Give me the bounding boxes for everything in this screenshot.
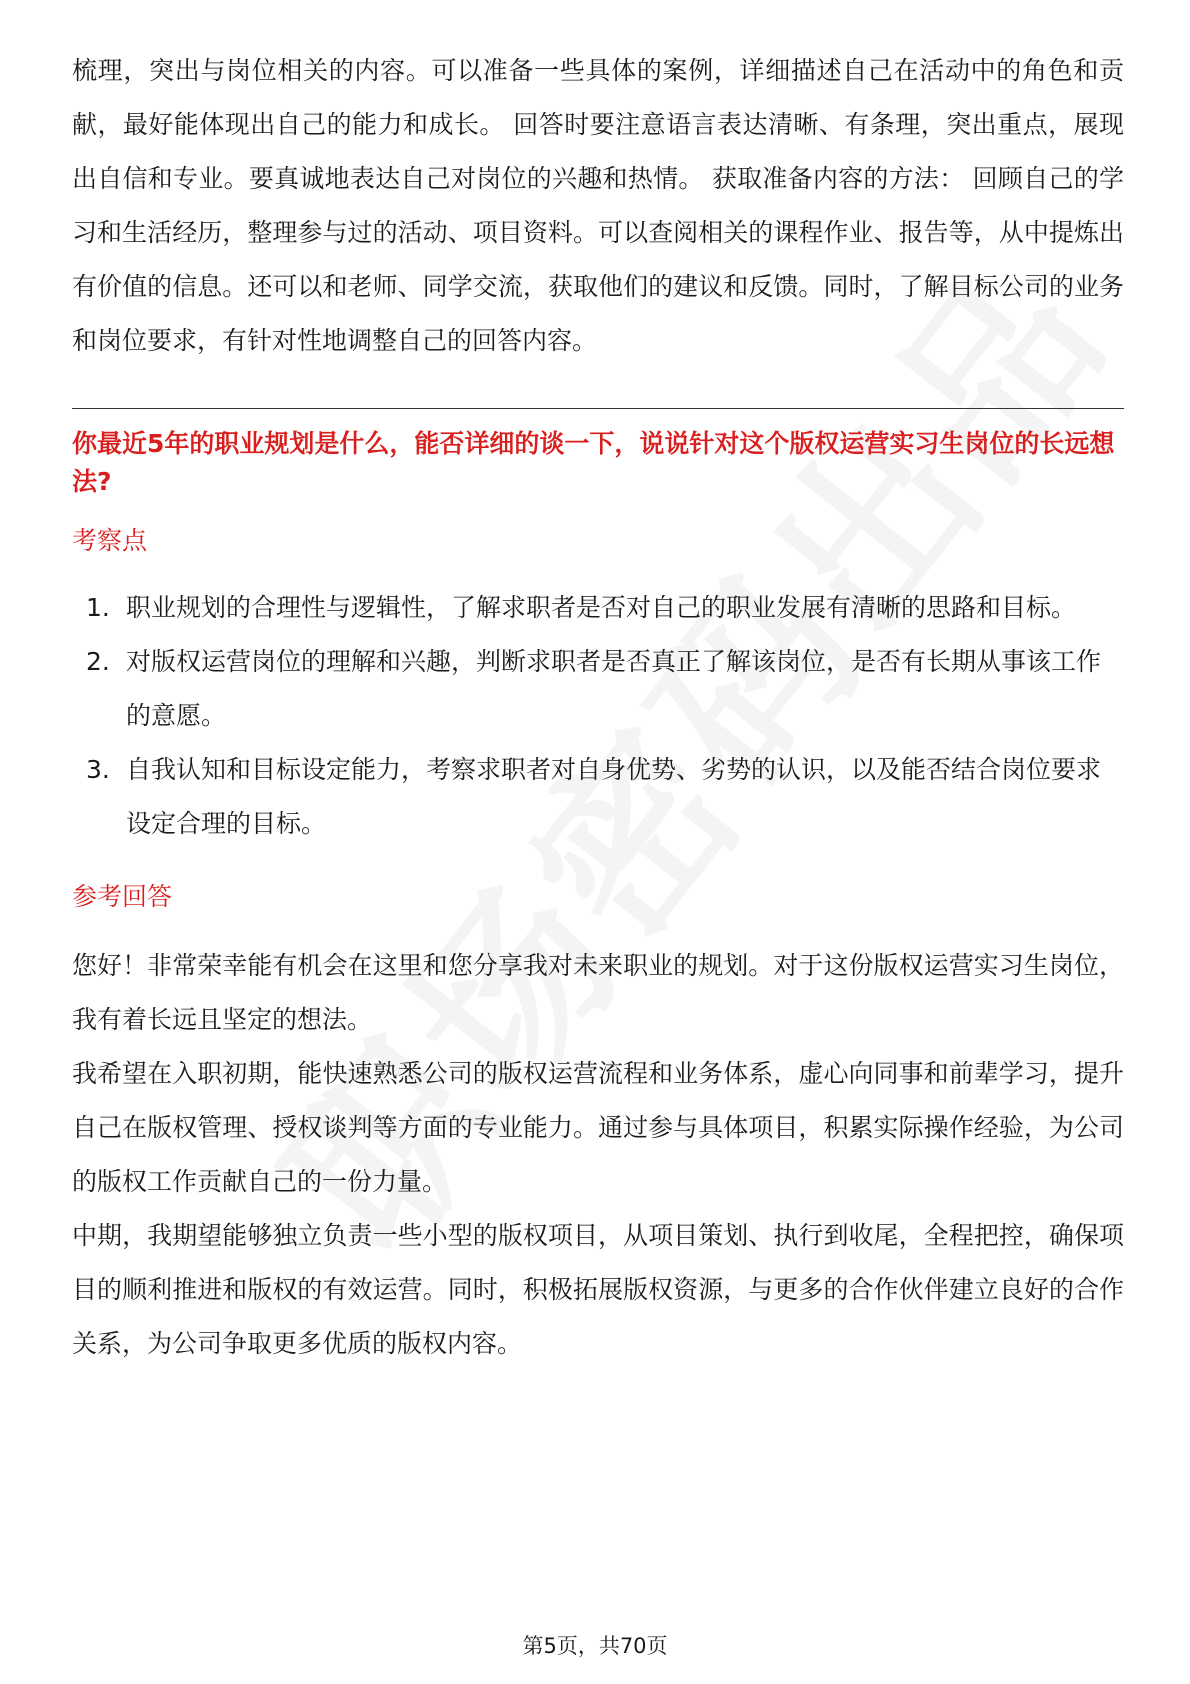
points-list — [72, 581, 1124, 851]
list-item-text: 职业规划的合理性与逻辑性，了解求职者是否对自己的职业发展有清晰的思路和目标。 — [126, 593, 1077, 622]
list-item-text: 对版权运营岗位的理解和兴趣，判断求职者是否真正了解该岗位，是否有长期从事该工作的意愿。 — [126, 647, 1102, 730]
list-item — [72, 635, 1124, 743]
list-number: 1. — [86, 593, 110, 622]
page-number: 第5页，共70页 — [522, 1634, 668, 1658]
page-content — [72, 44, 1124, 1371]
points-title: 考察点 — [72, 526, 148, 555]
list-item-text: 自我认知和目标设定能力，考察求职者对自身优势、劣势的认识，以及能否结合岗位要求设定合理的目标。 — [126, 755, 1102, 838]
list-number: 3. — [86, 755, 110, 784]
list-number: 2. — [86, 647, 110, 676]
answer-paragraph: 您好！非常荣幸能有机会在这里和您分享我对未来职业的规划。对于这份版权运营实习生岗位，我有着长远且坚定的想法。 — [72, 951, 1124, 1034]
question-heading: 你最近5年的职业规划是什么，能否详细的谈一下，说说针对这个版权运营实习生岗位的长远想法? — [72, 429, 1115, 496]
intro-paragraph: 梳理，突出与岗位相关的内容。可以准备一些具体的案例，详细描述自己在活动中的角色和贡献，最好能体现出自己的能力和成长。 回答时要注意语言表达清晰、有条理，突出重点，展现出自信和专业。要真诚地表达自己对岗位的兴趣和热情。 获取准备内容的方法： 回顾自己的学习和生活经历，整理参与过的活动、项目资料。可以查阅相关的课程作业、报告等，从中提炼出有价值的信息。还可以和老师、同学交流，获取他们的建议和反馈。同时，了解目标公司的业务和岗位要求，有针对性地调整自己的回答内容。 — [72, 56, 1124, 355]
section-divider — [72, 408, 1124, 409]
answer-paragraph: 我希望在入职初期，能快速熟悉公司的版权运营流程和业务体系，虚心向同事和前辈学习，提升自己在版权管理、授权谈判等方面的专业能力。通过参与具体项目，积累实际操作经验，为公司的版权工作贡献自己的一份力量。 — [72, 1059, 1124, 1196]
answer-paragraph: 中期，我期望能够独立负责一些小型的版权项目，从项目策划、执行到收尾，全程把控，确保项目的顺利推进和版权的有效运营。同时，积极拓展版权资源，与更多的合作伙伴建立良好的合作关系，为公司争取更多优质的版权内容。 — [72, 1221, 1124, 1358]
answer-title: 参考回答 — [72, 882, 173, 911]
list-item — [72, 743, 1124, 851]
list-item — [72, 581, 1124, 635]
